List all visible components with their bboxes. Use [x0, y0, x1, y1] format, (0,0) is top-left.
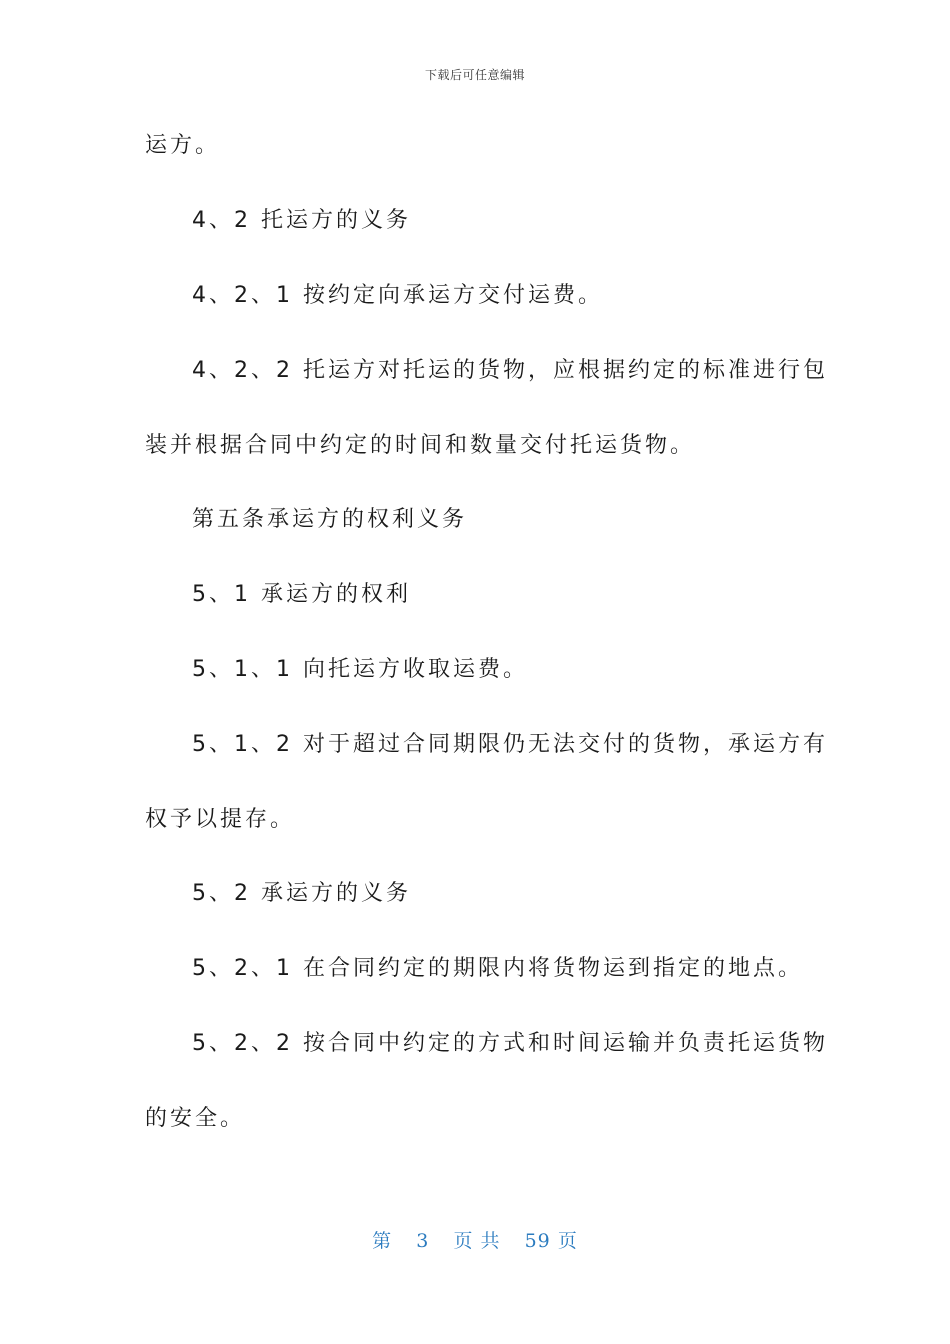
paragraph-line: 权予以提存。 [145, 807, 296, 832]
paragraph-line: 4、2、2 托运方对托运的货物，应根据约定的标准进行包 [192, 358, 828, 383]
paragraph-line: 5、1 承运方的权利 [192, 582, 411, 607]
section-heading: 第五条承运方的权利义务 [192, 507, 468, 532]
page-footer [0, 1226, 950, 1253]
paragraph-line: 4、2 托运方的义务 [192, 208, 411, 233]
paragraph-line: 5、2 承运方的义务 [192, 881, 411, 906]
paragraph-line: 运方。 [145, 133, 221, 158]
paragraph-line: 5、2、2 按合同中约定的方式和时间运输并负责托运货物 [192, 1031, 828, 1056]
paragraph-line: 5、1、2 对于超过合同期限仍无法交付的货物，承运方有 [192, 732, 828, 757]
page-header: 下载后可任意编辑 [424, 68, 525, 82]
current-page-number: 3 [416, 1230, 430, 1252]
paragraph-line: 5、1、1 向托运方收取运费。 [192, 657, 528, 682]
paragraph-line: 的安全。 [145, 1106, 246, 1131]
paragraph-line: 5、2、1 在合同约定的期限内将货物运到指定的地点。 [192, 956, 803, 981]
paragraph-line: 4、2、1 按约定向承运方交付运费。 [192, 283, 603, 308]
paragraph-line: 装并根据合同中约定的时间和数量交付托运货物。 [145, 433, 696, 458]
page-number-middle: 页 共 [453, 1230, 501, 1252]
page-number-prefix: 第 [372, 1230, 393, 1252]
total-page-count: 59 [524, 1230, 551, 1252]
page-number-suffix: 页 [557, 1230, 578, 1252]
